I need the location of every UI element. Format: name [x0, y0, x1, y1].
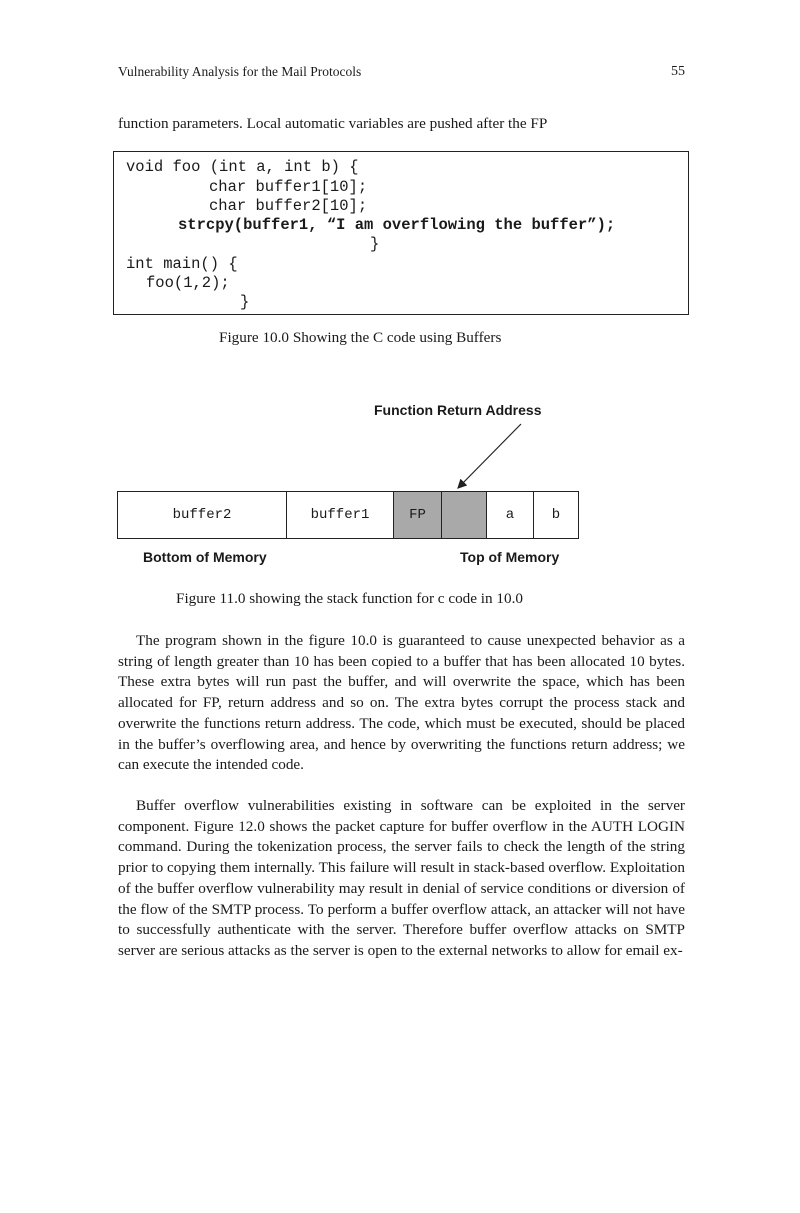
intro-text: function parameters. Local automatic variables are pushed after the FP	[118, 115, 548, 132]
top-of-memory-label: Top of Memory	[460, 549, 560, 565]
stack-cell-a: a	[487, 492, 534, 538]
figure-11-caption: Figure 11.0 showing the stack function for c code in 10.0	[176, 590, 523, 607]
stack-cell-fp: FP	[394, 492, 442, 538]
body-paragraph-2: Buffer overflow vulnerabilities existing in software can be exploited in the server component. Figure 12.0 shows the packet capture for buffer overflow in the AUTH LOGIN command. During the tokenization process, the server fails to check the length of the string prior to copying them internally. This failure will result in stack-based overflow. Exploitation of the buffer overflow vulnerability may result in denial of service conditions or diversion of the flow of the SMTP process. To perform a buffer overflow attack, an attacker will not have to successfully authenticate with the server. Therefore buffer overflow attacks on SMTP server are serious attacks as the server is open to the external networks to allow for email ex-	[118, 797, 685, 959]
figure-10-caption: Figure 10.0 Showing the C code using Buffers	[219, 329, 502, 346]
code-line-6: int main() {	[126, 255, 238, 273]
running-title: Vulnerability Analysis for the Mail Protocols	[118, 64, 362, 79]
stack-cell-buffer1: buffer1	[287, 492, 394, 538]
code-line-7: foo(1,2);	[146, 274, 230, 292]
code-line-4: strcpy(buffer1, “I am overflowing the buffer”);	[178, 216, 616, 234]
code-line-5: }	[370, 235, 380, 253]
code-line-1: void foo (int a, int b) {	[126, 158, 359, 176]
function-return-address-label: Function Return Address	[374, 402, 542, 418]
code-line-2: char buffer1[10];	[209, 178, 368, 196]
stack-cell-buffer2: buffer2	[118, 492, 287, 538]
code-line-3: char buffer2[10];	[209, 197, 368, 215]
body-paragraph-1: The program shown in the figure 10.0 is guaranteed to cause unexpected behavior as a string of length greater than 10 has been copied to a buffer that has been allocated 10 bytes. These extra bytes will run past the buffer, and will overwrite the space, which has been allocated for FP, return address and so on. The extra bytes corrupt the process stack and overwrite the functions return address. The code, which must be executed, should be placed in the buffer’s overflowing area, and hence by overwriting the functions return address; we can execute the intended code.	[118, 632, 685, 774]
page-number: 55	[671, 64, 685, 79]
stack-cell-return-address	[442, 492, 487, 538]
stack-cell-b: b	[551, 507, 561, 523]
stack-diagram	[117, 491, 579, 539]
bottom-of-memory-label: Bottom of Memory	[143, 549, 267, 565]
code-line-8: }	[240, 293, 250, 311]
